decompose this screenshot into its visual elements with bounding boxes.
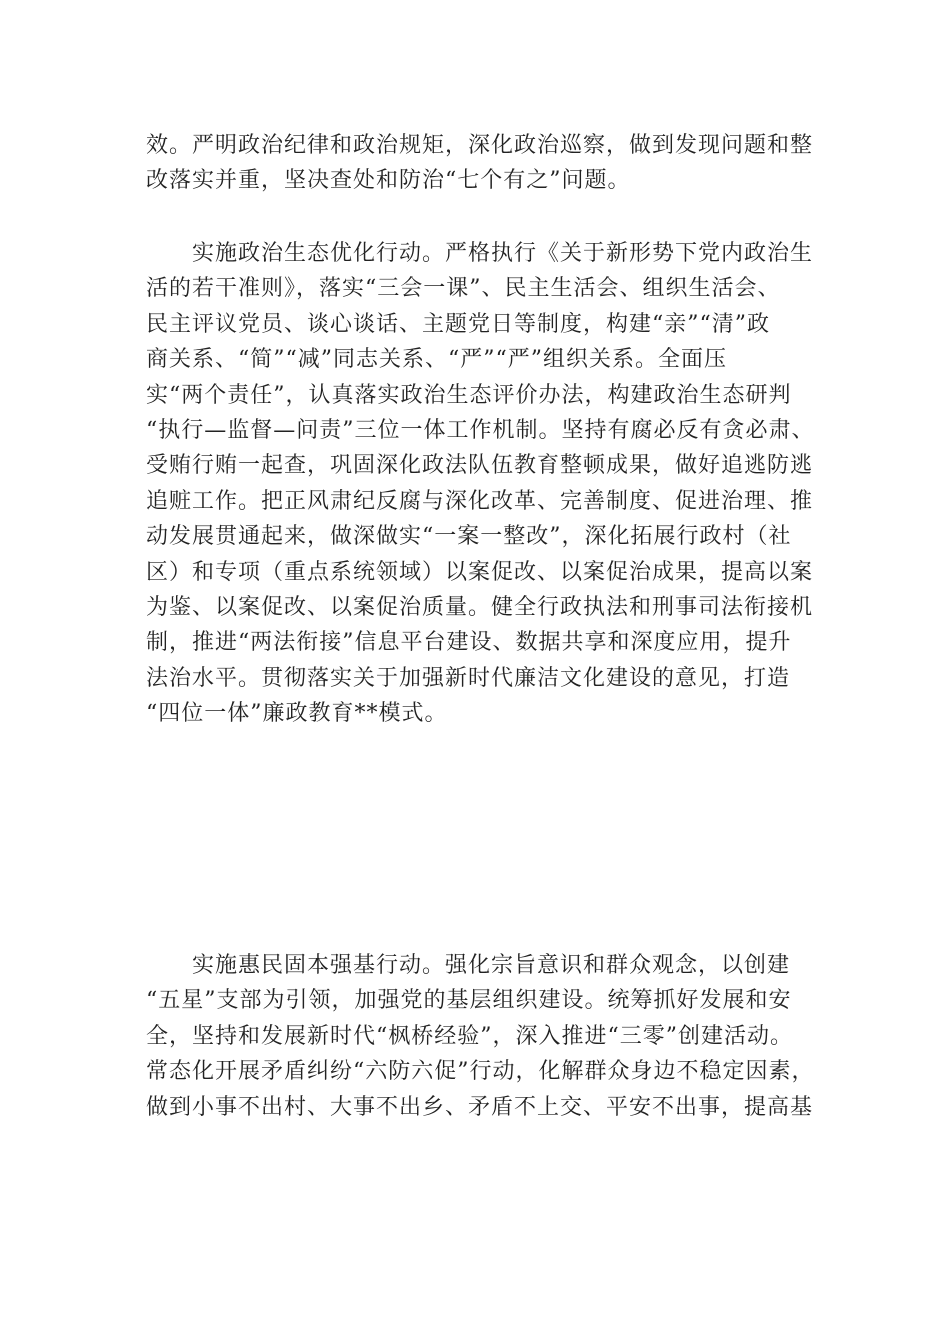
text-line: 常态化开展矛盾纠纷“六防六促”行动，化解群众身边不稳定因素， xyxy=(146,1059,815,1085)
text-line: 实施政治生态优化行动。严格执行《关于新形势下党内政治生 xyxy=(192,241,814,266)
text-line: 民主评议党员、谈心谈话、主题党日等制度，构建“亲”“清”政 xyxy=(146,311,770,337)
text-line: 动发展贯通起来，做深做实“一案一整改”，深化拓展行政村（社 xyxy=(146,524,792,550)
text-line: 活的若干准则》，落实“三会一课”、民主生活会、组织生活会、 xyxy=(146,276,781,302)
text-line: 做到小事不出村、大事不出乡、矛盾不上交、平安不出事，提高基 xyxy=(146,1094,814,1120)
paragraph-discipline-continued xyxy=(146,128,814,199)
paragraph-people-livelihood xyxy=(146,948,815,1125)
text-line: 实施惠民固本强基行动。强化宗旨意识和群众观念，以创建 xyxy=(192,953,791,978)
text-line: 商关系、“简”“减”同志关系、“严”“严”组织关系。全面压 xyxy=(146,347,727,373)
text-line: 追赃工作。把正风肃纪反腐与深化改革、完善制度、促进治理、推 xyxy=(146,488,814,514)
text-line: “四位一体”廉政教育**模式。 xyxy=(146,701,448,727)
text-line: 为鉴、以案促改、以案促治质量。健全行政执法和刑事司法衔接机 xyxy=(146,594,814,620)
text-line: “执行—监督—问责”三位一体工作机制。坚持有腐必反有贪必肃、 xyxy=(146,417,815,443)
text-line: 法治水平。贯彻落实关于加强新时代廉洁文化建设的意见，打造 xyxy=(146,665,791,691)
text-line: 全，坚持和发展新时代“枫桥经验”，深入推进“三零”创建活动。 xyxy=(146,1023,793,1049)
text-line: 改落实并重，坚决查处和防治“七个有之”问题。 xyxy=(146,168,631,194)
paragraph-political-ecology xyxy=(146,236,815,731)
text-line: 受贿行贿一起查，巩固深化政法队伍教育整顿成果，做好追逃防逃 xyxy=(146,453,814,479)
text-line: 制，推进“两法衔接”信息平台建设、数据共享和深度应用，提升 xyxy=(146,630,792,656)
text-line: “五星”支部为引领，加强党的基层组织建设。统筹抓好发展和安 xyxy=(146,988,792,1014)
text-line: 实“两个责任”，认真落实政治生态评价办法，构建政治生态研判 xyxy=(146,382,792,408)
text-line: 效。严明政治纪律和政治规矩，深化政治巡察，做到发现问题和整 xyxy=(146,133,814,158)
text-line: 区）和专项（重点系统领域）以案促改、以案促治成果，提高以案 xyxy=(146,559,814,585)
